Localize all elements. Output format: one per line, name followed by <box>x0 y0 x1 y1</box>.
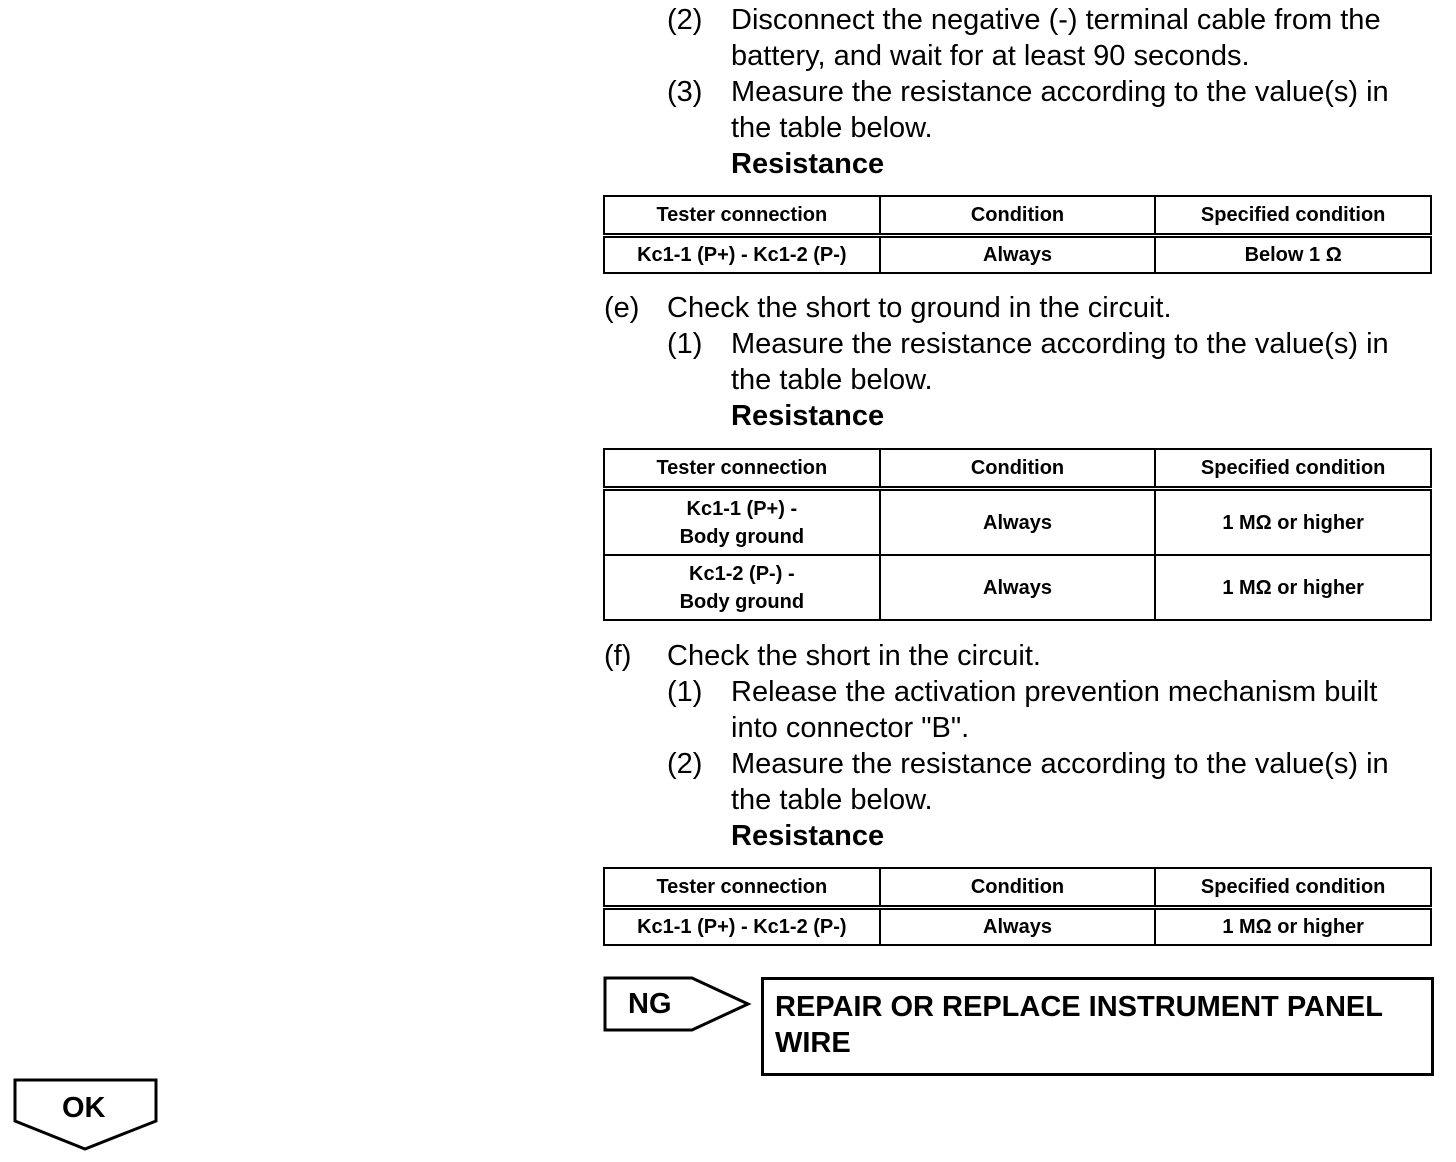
cell-specified-condition: Below 1 Ω <box>1155 236 1431 274</box>
table-row <box>604 236 1431 274</box>
resistance-heading: Resistance <box>731 148 885 180</box>
item-label: (1) <box>667 328 703 360</box>
ng-action-box <box>761 977 1434 1076</box>
cell-specified-condition: 1 MΩ or higher <box>1155 908 1431 946</box>
table-row <box>604 908 1431 946</box>
item-text-line: into connector "B". <box>731 712 970 744</box>
header-specified-condition: Specified condition <box>1155 868 1431 908</box>
item-text-line: battery, and wait for at least 90 seconds. <box>731 40 1250 72</box>
resistance-table-e <box>603 448 1432 621</box>
resistance-heading: Resistance <box>731 400 885 432</box>
resistance-heading: Resistance <box>731 820 885 852</box>
cell-line: Kc1-2 (P-) - <box>689 562 795 585</box>
header-tester-connection: Tester connection <box>604 868 880 908</box>
header-tester-connection: Tester connection <box>604 196 880 236</box>
step-text: Check the short in the circuit. <box>667 640 1041 672</box>
cell-tester-connection <box>604 555 880 620</box>
item-label: (2) <box>667 748 703 780</box>
item-label: (1) <box>667 676 703 708</box>
item-text-line: Disconnect the negative (-) terminal cable from the <box>731 4 1381 36</box>
header-specified-condition: Specified condition <box>1155 449 1431 489</box>
header-condition: Condition <box>880 868 1156 908</box>
step-label: (f) <box>604 640 632 672</box>
cell-tester-connection: Kc1-1 (P+) - Kc1-2 (P-) <box>604 236 880 274</box>
cell-line: Body ground <box>679 590 805 613</box>
item-text-line: Measure the resistance according to the value(s) in <box>731 328 1389 360</box>
item-text-line: Measure the resistance according to the value(s) in <box>731 76 1389 108</box>
cell-condition: Always <box>880 555 1156 620</box>
table-row <box>604 555 1431 620</box>
item-text-line: the table below. <box>731 112 933 144</box>
ok-label: OK <box>62 1092 106 1124</box>
cell-tester-connection: Kc1-1 (P+) - Kc1-2 (P-) <box>604 908 880 946</box>
item-text-line: Measure the resistance according to the value(s) in <box>731 748 1389 780</box>
step-label: (e) <box>604 292 640 324</box>
ng-action-line: REPAIR OR REPLACE INSTRUMENT PANEL <box>775 991 1383 1023</box>
header-condition: Condition <box>880 196 1156 236</box>
cell-condition: Always <box>880 908 1156 946</box>
cell-condition: Always <box>880 489 1156 556</box>
step-text: Check the short to ground in the circuit. <box>667 292 1172 324</box>
item-text-line: the table below. <box>731 784 933 816</box>
cell-specified-condition: 1 MΩ or higher <box>1155 489 1431 556</box>
item-label: (3) <box>667 76 703 108</box>
header-condition: Condition <box>880 449 1156 489</box>
header-tester-connection: Tester connection <box>604 449 880 489</box>
cell-condition: Always <box>880 236 1156 274</box>
cell-line: Body ground <box>679 525 805 548</box>
cell-line: Kc1-1 (P+) - <box>686 497 798 520</box>
resistance-table-f <box>603 867 1432 946</box>
item-text-line: the table below. <box>731 364 933 396</box>
item-label: (2) <box>667 4 703 36</box>
cell-specified-condition: 1 MΩ or higher <box>1155 555 1431 620</box>
resistance-table-d <box>603 195 1432 274</box>
cell-tester-connection <box>604 489 880 556</box>
header-specified-condition: Specified condition <box>1155 196 1431 236</box>
item-text-line: Release the activation prevention mechanism built <box>731 676 1378 708</box>
ng-label: NG <box>628 988 672 1020</box>
ng-action-line: WIRE <box>775 1027 851 1059</box>
ng-arrow-icon <box>602 975 754 1035</box>
table-row <box>604 489 1431 556</box>
